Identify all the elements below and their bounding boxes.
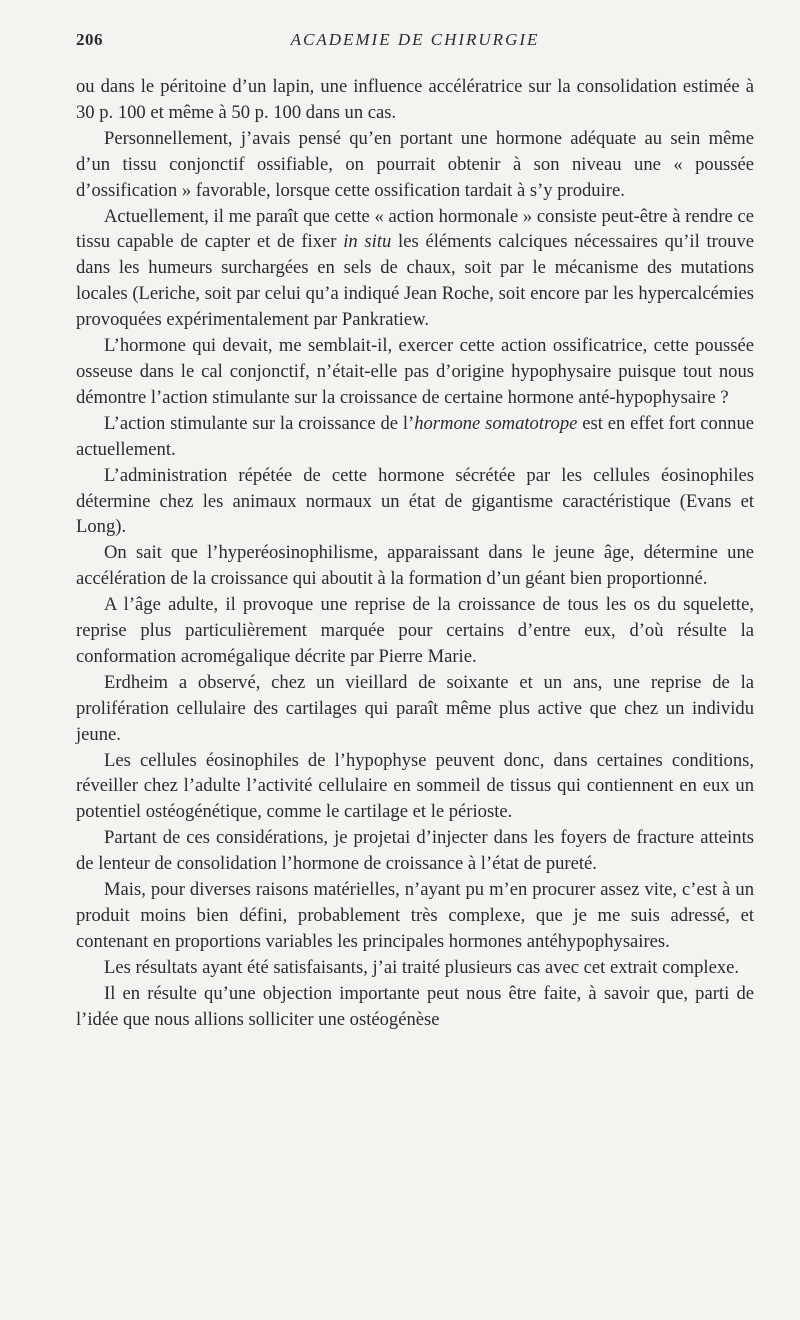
- paragraph: Mais, pour diverses raisons matérielles, n’ayant pu m’en procurer assez vite, c’est à un produit moins bien défini, probablement très complexe, que je me suis adressé, et contenant en proportions variables les principales hormones antéhypophysaires.: [76, 879, 754, 952]
- running-head: [76, 30, 754, 54]
- paragraph: Personnellement, j’avais pensé qu’en portant une hormone adéquate au sein même d’un tissu conjonctif ossifiable, on pourrait obtenir à son niveau une « poussée d’ossification » favorable, lorsque cette ossification tardait à s’y produire.: [76, 127, 754, 201]
- italic-term: hormone somatotrope: [414, 412, 578, 434]
- paragraph: Erdheim a observé, chez un vieillard de soixante et un ans, une reprise de la prolifération cellulaire des cartilages qui paraît même plus active que chez un individu jeune.: [76, 671, 754, 745]
- paragraph: Les résultats ayant été satisfaisants, j’ai traité plusieurs cas avec cet extrait complexe.: [104, 956, 740, 978]
- page-number: 206: [76, 30, 103, 49]
- paragraph: Les cellules éosinophiles de l’hypophyse peuvent donc, dans certaines conditions, réveiller chez l’adulte l’activité cellulaire en sommeil de tissus qui contiennent en eux un potentiel ostéogénétique, comme le cartilage et le périoste.: [76, 749, 754, 823]
- paragraph: L’hormone qui devait, me semblait-il, exercer cette action ossificatrice, cette poussée osseuse dans le cal conjonctif, n’était-elle pas d’origine hypophysaire puisque tout nous démontre l’action stimulante sur la croissance de certaine hormone anté-hypophysaire ?: [76, 335, 754, 408]
- paragraph: A l’âge adulte, il provoque une reprise de la croissance de tous les os du squelette, reprise plus particulièrement marquée pour certains d’entre eux, d’où résulte la conformation acromégalique décrite par Pierre Marie.: [76, 594, 754, 667]
- paragraph: Actuellement, il me paraît que cette « action hormonale » consiste peut-être à rendre ce tissu capable de capter et de fixer in situ les éléments calciques nécessaires qu’il trouve dans les humeurs surchargées en sels de chaux, soit par le mécanisme des mutations locales (Leriche, soit par celui qu’a indiqué Jean Roche, soit encore par les hypercalcémies provoquées expérimentalement par Pankratiew.: [76, 205, 754, 331]
- paragraph: On sait que l’hyperéosinophilisme, apparaissant dans le jeune âge, détermine une accélération de la croissance qui aboutit à la formation d’un géant bien proportionné.: [76, 542, 754, 590]
- paragraph: ou dans le péritoine d’un lapin, une influence accélératrice sur la consolidation estimée à 30 p. 100 et même à 50 p. 100 dans un cas.: [76, 76, 754, 123]
- paragraph: L’action stimulante sur la croissance de l’hormone somatotrope est en effet fort connue actuellement.: [76, 412, 754, 460]
- italic-term: in situ: [343, 231, 392, 253]
- paragraph: Partant de ces considérations, je projetai d’injecter dans les foyers de fracture atteints de lenteur de consolidation l’hormone de croissance à l’état de pureté.: [76, 827, 754, 875]
- body-text: [76, 74, 754, 1033]
- paragraph: L’administration répétée de cette hormone sécrétée par les cellules éosinophiles détermine chez les animaux normaux un état de gigantisme caractéristique (Evans et Long).: [76, 464, 754, 538]
- paragraph: Il en résulte qu’une objection importante peut nous être faite, à savoir que, parti de l’idée que nous allions solliciter une ostéogénèse: [76, 982, 754, 1030]
- running-title: ACADEMIE DE CHIRURGIE: [290, 30, 540, 49]
